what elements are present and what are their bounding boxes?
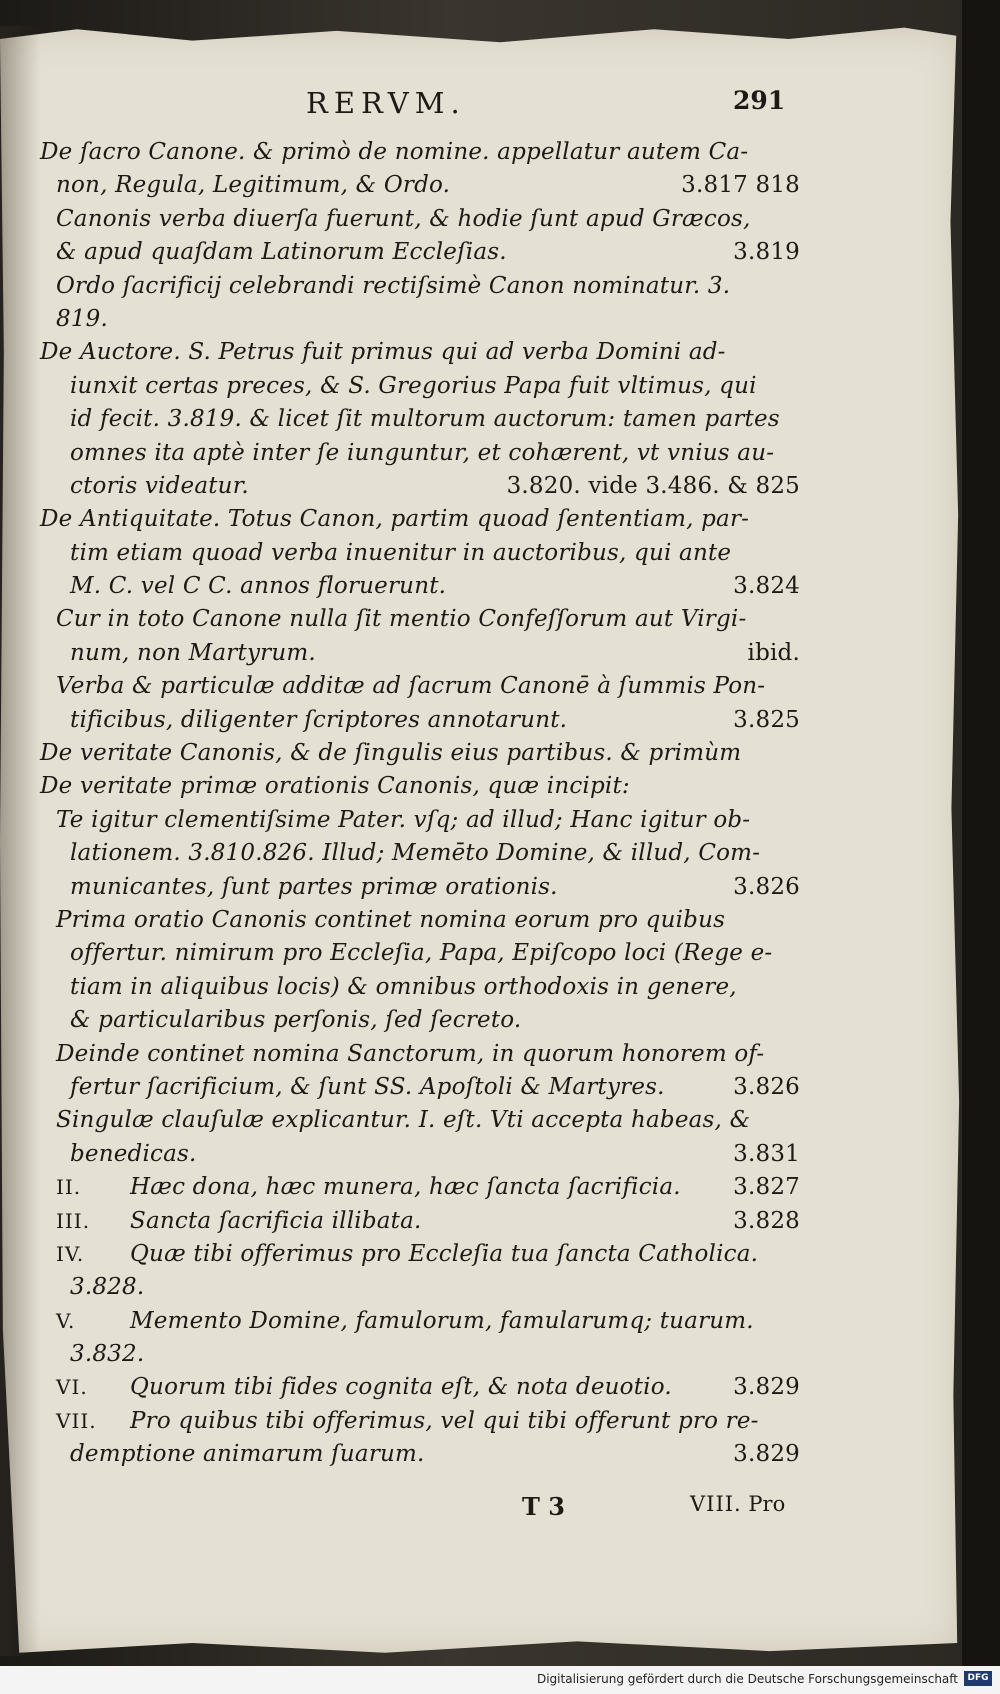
roman-numeral: IV. <box>56 1241 85 1266</box>
dfg-logo: DFG <box>964 1671 992 1686</box>
signature-mark: T 3 <box>522 1492 565 1521</box>
index-line <box>40 437 800 470</box>
index-line <box>40 1405 800 1438</box>
index-line <box>40 537 800 570</box>
entry-text: Canonis verba diuerſa fuerunt, & hodie ſunt apud Græcos, <box>56 205 751 232</box>
entry-text: Deinde continet nomina Sanctorum, in quorum honorem of- <box>56 1040 765 1067</box>
scan-right-edge <box>962 0 1000 1694</box>
entry-text: tiam in aliquibus locis) & omnibus orthodoxis in genere, <box>70 973 737 1000</box>
page-reference: 3.817 818 <box>681 172 800 199</box>
entry-text: Singulæ clauſulæ explicantur. I. eſt. Vti accepta habeas, & <box>56 1107 751 1134</box>
page-number: 291 <box>733 86 786 115</box>
entry-text: tificibus, diligenter ſcriptores annotarunt. <box>70 706 568 733</box>
index-line <box>40 937 800 970</box>
entry-text: Cur in toto Canone nulla ſit mentio Confeſſorum aut Virgi- <box>56 606 747 633</box>
index-line <box>40 904 800 937</box>
roman-numeral: II. <box>56 1175 82 1200</box>
index-line <box>40 1438 800 1471</box>
roman-numeral: V. <box>56 1308 76 1333</box>
page-reference: 3.826 <box>733 1073 800 1100</box>
index-line <box>40 871 800 904</box>
entry-text: demptione animarum ſuarum. <box>70 1441 425 1468</box>
page-reference: 3.820. vide 3.486. & 825 <box>506 472 800 499</box>
page-reference: 3.831 <box>733 1140 800 1167</box>
entry-text: omnes ita aptè inter ſe iunguntur, et cohærent, vt vnius au- <box>70 439 775 466</box>
entry-text: Quæ tibi offerimus pro Eccleſia tua ſancta Catholica. <box>130 1240 759 1267</box>
index-line <box>40 1371 800 1404</box>
index-line <box>40 770 800 803</box>
index-line <box>40 303 800 336</box>
entry-text: 3.828. <box>70 1274 145 1301</box>
page-reference: 3.826 <box>733 873 800 900</box>
entry-text: Quorum tibi fides cognita eſt, & nota deuotio. <box>130 1374 672 1401</box>
index-line <box>40 737 800 770</box>
index-line <box>40 704 800 737</box>
entry-text: 3.832. <box>70 1341 145 1368</box>
index-line <box>40 1238 800 1271</box>
entry-text: id fecit. 3.819. & licet ſit multorum auctorum: tamen partes <box>70 406 780 433</box>
entry-text: municantes, ſunt partes primæ orationis. <box>70 873 558 900</box>
entry-text: & particularibus perſonis, ſed ſecreto. <box>70 1007 522 1034</box>
entry-text: lationem. 3.810.826. Illud; Memēto Domine, & illud, Com- <box>70 840 761 867</box>
entry-text: iunxit certas preces, & S. Gregorius Papa fuit vltimus, qui <box>70 372 757 399</box>
index-line <box>40 603 800 636</box>
index-line <box>40 503 800 536</box>
catchword <box>690 1492 785 1516</box>
catchword-word: Pro <box>748 1492 786 1516</box>
roman-numeral: VII. <box>56 1408 97 1433</box>
entry-text: Te igitur clementiſsime Pater. vſq; ad illud; Hanc igitur ob- <box>56 806 751 833</box>
entry-text: Memento Domine, famulorum, famularumq; tuarum. <box>130 1307 754 1334</box>
page-reference: 3.825 <box>733 706 800 733</box>
index-line <box>40 1205 800 1238</box>
index-line <box>40 837 800 870</box>
index-line <box>40 203 800 236</box>
page-reference: 3.827 <box>733 1174 800 1201</box>
gutter-shadow <box>0 26 40 1656</box>
index-line <box>40 1305 800 1338</box>
entry-text: Pro quibus tibi offerimus, vel qui tibi offerunt pro re- <box>130 1407 759 1434</box>
index-line <box>40 570 800 603</box>
index-line <box>40 670 800 703</box>
index-line <box>40 1338 800 1371</box>
page-reference: ibid. <box>747 639 800 666</box>
roman-numeral: VI. <box>56 1375 88 1400</box>
entry-text: De veritate Canonis, & de ſingulis eius partibus. & primùm <box>40 740 742 767</box>
entry-text: De Auctore. S. Petrus fuit primus qui ad verba Domini ad- <box>40 339 726 366</box>
index-line <box>40 1271 800 1304</box>
index-line <box>40 169 800 202</box>
page-reference: 3.824 <box>733 573 800 600</box>
entry-text: benedicas. <box>70 1140 197 1167</box>
index-line <box>40 236 800 269</box>
index-line <box>40 1138 800 1171</box>
entry-text: De Antiquitate. Totus Canon, partim quoad ſententiam, par- <box>40 506 750 533</box>
page-reference: 3.828 <box>733 1207 800 1234</box>
entry-text: non, Regula, Legitimum, & Ordo. <box>56 172 451 199</box>
page-reference: 3.829 <box>733 1441 800 1468</box>
entry-text: Prima oratio Canonis continet nomina eorum pro quibus <box>56 906 726 933</box>
entry-text: De veritate primæ orationis Canonis, quæ incipit: <box>40 773 630 800</box>
index-line <box>40 336 800 369</box>
page-reference: 3.819 <box>733 239 800 266</box>
index-entries <box>40 136 800 1472</box>
running-head: RERVM. <box>306 86 466 120</box>
index-line <box>40 403 800 436</box>
entry-text: fertur ſacrificium, & ſunt SS. Apoſtoli & Martyres. <box>70 1073 665 1100</box>
entry-text: tim etiam quoad verba inuenitur in auctoribus, qui ante <box>70 539 732 566</box>
entry-text: Hæc dona, hæc munera, hæc ſancta ſacrificia. <box>130 1174 681 1201</box>
index-line <box>40 136 800 169</box>
entry-text: num, non Martyrum. <box>70 639 316 666</box>
index-line <box>40 1104 800 1137</box>
index-line <box>40 971 800 1004</box>
entry-text: M. C. vel C C. annos floruerunt. <box>70 573 447 600</box>
index-line <box>40 1071 800 1104</box>
entry-text: Sancta ſacrificia illibata. <box>130 1207 422 1234</box>
index-line <box>40 1004 800 1037</box>
index-line <box>40 1171 800 1204</box>
entry-text: Ordo ſacrificij celebrandi rectiſsimè Canon nominatur. 3. <box>56 272 731 299</box>
entry-text: & apud quaſdam Latinorum Eccleſias. <box>56 239 507 266</box>
page-reference: 3.829 <box>733 1374 800 1401</box>
roman-numeral: III. <box>56 1208 91 1233</box>
entry-text: offertur. nimirum pro Eccleſia, Papa, Epiſcopo loci (Rege e- <box>70 940 773 967</box>
index-line <box>40 370 800 403</box>
entry-text: ctoris videatur. <box>70 472 249 499</box>
index-line <box>40 1038 800 1071</box>
index-line <box>40 637 800 670</box>
index-line <box>40 470 800 503</box>
catchword-number: VIII. <box>690 1492 742 1516</box>
entry-text: De ſacro Canone. & primò de nomine. appellatur autem Ca- <box>40 139 749 165</box>
digitization-credit: Digitalisierung gefördert durch die Deutsche Forschungsgemeinschaft <box>536 1672 958 1686</box>
entry-text: 819. <box>56 305 109 332</box>
index-line <box>40 270 800 303</box>
index-line <box>40 804 800 837</box>
entry-text: Verba & particulæ additæ ad ſacrum Canonē à ſummis Pon- <box>56 673 766 700</box>
